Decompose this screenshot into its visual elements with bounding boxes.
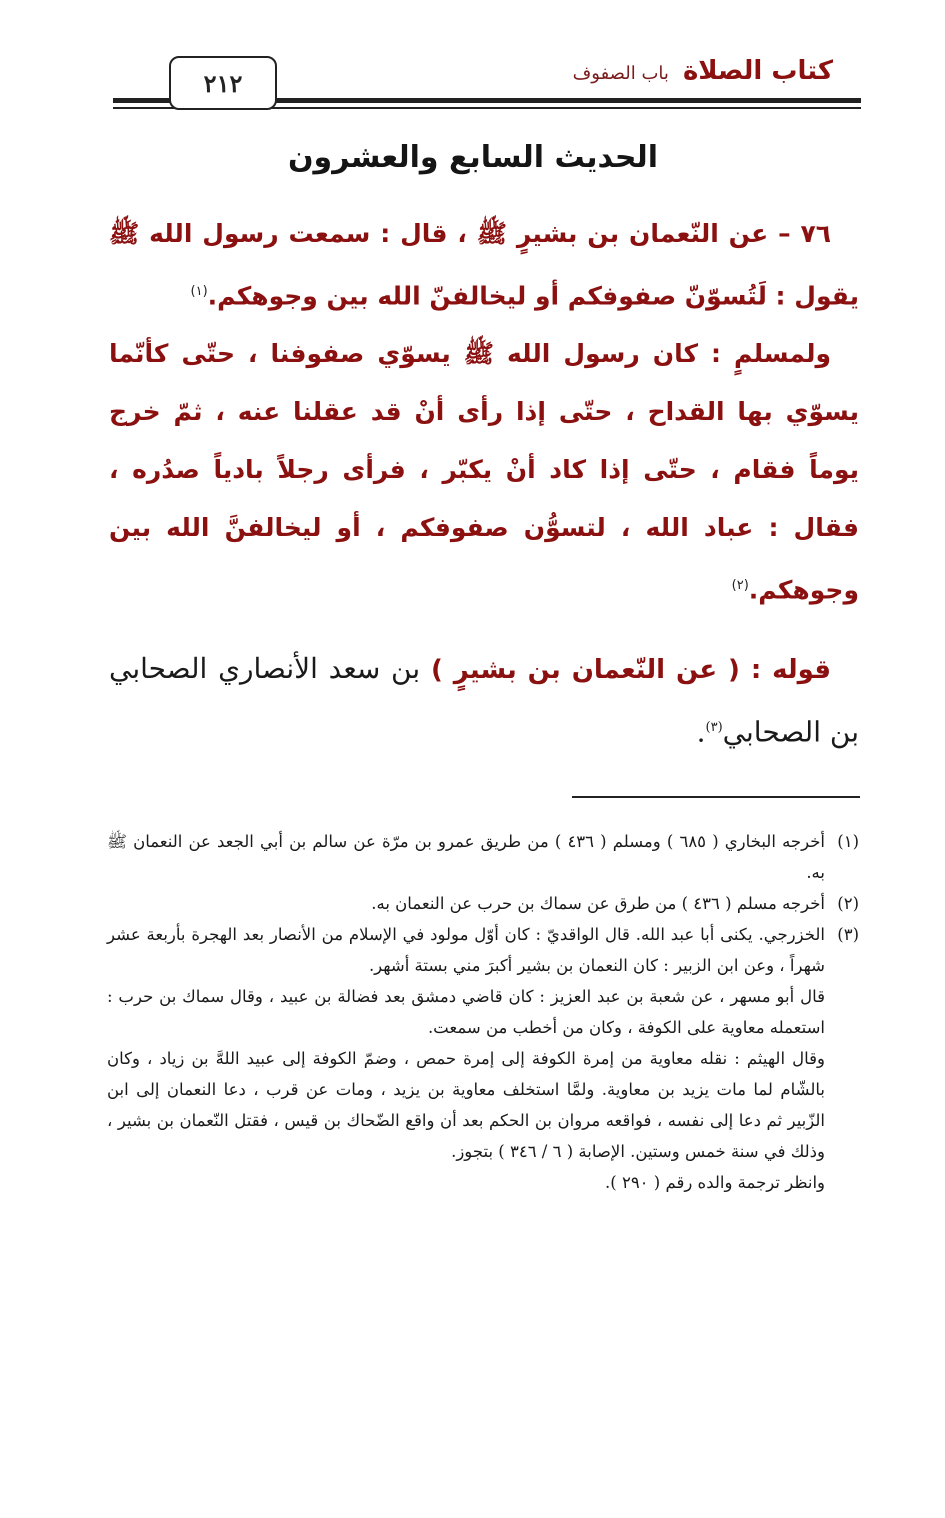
commentary-end: . (696, 715, 706, 749)
commentary-paragraph (109, 640, 859, 761)
footnote-line: وقال الهيثم : نقله معاوية من إمرة الكوفة إلى إمرة حمص ، وضمّ الكوفة إلى عبيد اللهَّ بن زياد ، وكان بالشّام لما مات يزيد بن معاوية. ولمَّا استخلف معاوية بن يزيد ، ومات عن قرب ، دعا النعمان إلى ابن الزّبير ثم دعا إلى نفسه ، فواقعه مروان بن الحكم بعد أن واقع الضّحاك بن قيس ، فقتل النّعمان بن بشير ، وذلك في سنة خمس وستين. الإصابة ( ٦ / ٣٤٦ ) بتجوز. (107, 1049, 825, 1161)
hadith-heading: الحديث السابع والعشرون (287, 140, 659, 175)
footnote-line: أخرجه البخاري ( ٦٨٥ ) ومسلم ( ٤٣٦ ) من طريق عمرو بن مرّة عن سالم بن أبي الجعد عن النعمان ﷺ به. (107, 832, 825, 882)
footnote-number: (٢) (837, 894, 859, 913)
book-title: كتاب الصلاة (682, 56, 833, 86)
footnote-number: (١) (837, 832, 859, 851)
header-titles (573, 56, 833, 86)
footnote-text (107, 919, 825, 1198)
footnote-text (107, 826, 825, 888)
footnote-ref-3[interactable]: (٣) (705, 720, 723, 735)
commentary (109, 640, 859, 761)
footnote-line: قال أبو مسهر ، عن شعبة بن عبد العزيز : كان قاضي دمشق بعد فضالة بن عبيد ، وقال سماك بن حرب : استعمله معاوية على الكوفة ، وكان من أخطب من سمعت. (107, 987, 825, 1037)
hadith-paragraph-2 (109, 325, 859, 619)
footnotes (107, 826, 859, 1198)
footnote-1 (107, 826, 859, 888)
footnote-line: الخزرجي. يكنى أبا عبد الله. قال الواقديّ : كان أوّل مولود في الإسلام من الأنصار بعد الهجرة بأربعة عشر شهراً ، وعن ابن الزبير : كان النعمان بن بشير أكبرَ مني بستة أشهر. (107, 925, 825, 975)
page-number: ٢١٢ (169, 56, 277, 110)
footnote-3 (107, 919, 859, 1198)
footnote-separator (572, 796, 860, 798)
chapter-title: باب الصفوف (572, 63, 669, 84)
hadith-paragraph-1 (109, 205, 859, 325)
footnote-ref-1[interactable]: (١) (190, 284, 208, 299)
page-header (113, 52, 861, 112)
hadith-text (109, 205, 859, 620)
commentary-text: بن سعد الأنصاري الصحابي بن الصحابي (109, 652, 859, 749)
footnote-line: وانظر ترجمة والده رقم ( ٢٩٠ ). (605, 1173, 825, 1192)
footnote-ref-2[interactable]: (٢) (731, 578, 749, 594)
commentary-lead: قوله : ( عن النّعمان بن بشيرٍ ) (430, 655, 831, 685)
footnote-number: (٣) (837, 925, 859, 944)
hadith-paragraph-2-text: ولمسلمٍ : كان رسول الله ﷺ يسوّي صفوفنا ، حتّى كأنّما يسوّي بها القداح ، حتّى إذا رأى أنْ قد عقلنا عنه ، ثمّ خرج يوماً فقام ، حتّى إذا كاد أنْ يكبّر ، فرأى رجلاً بادياً صدُره ، فقال : عباد الله ، لتسوُّن صفوفكم ، أو ليخالفنَّ الله بين وجوهكم. (109, 339, 859, 605)
footnote-line: أخرجه مسلم ( ٤٣٦ ) من طرق عن سماك بن حرب عن النعمان به. (371, 894, 825, 913)
footnote-2 (107, 888, 859, 919)
hadith-paragraph-1-text: ٧٦ – عن النّعمان بن بشيرٍ ﷺ ، قال : سمعت رسول الله ﷺ يقول : لَتُسوّنّ صفوفكم أو ليخالفنّ الله بين وجوهكم. (109, 219, 859, 311)
footnote-text (107, 888, 825, 919)
